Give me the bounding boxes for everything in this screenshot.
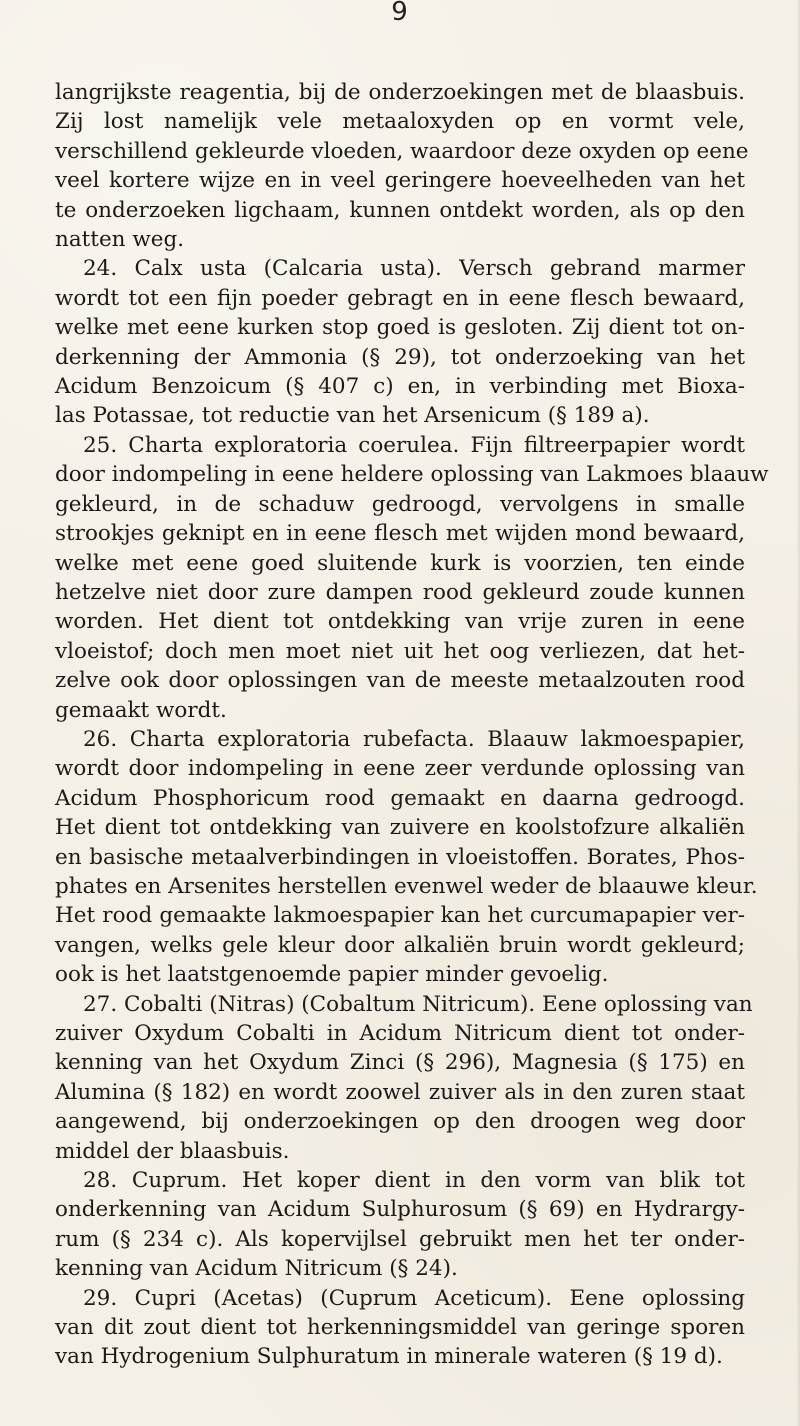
text-line: van dit zout dient tot herkenningsmiddel van geringe sporen: [55, 1315, 745, 1341]
text-line: 28. Cuprum. Het koper dient in den vorm van blik tot: [83, 1168, 745, 1194]
text-line: zelve ook door oplossingen van de meeste metaalzouten rood: [55, 668, 745, 694]
text-line: aangewend, bij onderzoekingen op den droogen weg door: [55, 1109, 745, 1135]
text-line: te onderzoeken ligchaam, kunnen ontdekt worden, als op den: [55, 197, 745, 223]
text-line: strookjes geknipt en in eene flesch met wijden mond bewaard,: [55, 521, 745, 547]
text-line: wordt door indompeling in eene zeer verdunde oplossing van: [55, 756, 745, 782]
text-line: 29. Cupri (Acetas) (Cuprum Aceticum). Eene oplossing: [83, 1285, 745, 1311]
text-line: Zij lost namelijk vele metaaloxyden op en vormt vele,: [55, 109, 745, 135]
text-line: 24. Calx usta (Calcaria usta). Versch gebrand marmer: [83, 256, 745, 282]
text-line: 26. Charta exploratoria rubefacta. Blaauw lakmoespapier,: [83, 726, 745, 752]
text-line: vloeistof; doch men moet niet uit het oog verliezen, dat het-: [55, 638, 745, 664]
text-line: welke met eene goed sluitende kurk is voorzien, ten einde: [55, 550, 745, 576]
text-line: zuiver Oxydum Cobalti in Acidum Nitricum dient tot onder-: [55, 1021, 745, 1046]
text-line: rum (§ 234 c). Als kopervijlsel gebruikt men het ter onder-: [55, 1226, 745, 1252]
text-line: worden. Het dient tot ontdekking van vrije zuren in eene: [55, 609, 745, 635]
text-line: Alumina (§ 182) en wordt zoowel zuiver als in den zuren staat: [55, 1079, 745, 1105]
text-line: Het dient tot ontdekking van zuivere en koolstofzure alkaliën: [55, 815, 745, 841]
text-line: las Potassae, tot reductie van het Arsenicum (§ 189 a).: [55, 403, 650, 429]
page-number: 9: [391, 0, 409, 27]
text-line: verschillend gekleurde vloeden, waardoor deze oxyden op eene: [55, 138, 749, 164]
text-line: gemaakt wordt.: [55, 697, 227, 723]
text-line: langrijkste reagentia, bij de onderzoekingen met de blaasbuis.: [55, 80, 745, 105]
text-line: veel kortere wijze en in veel geringere hoeveelheden van het: [55, 168, 745, 194]
text-line: Acidum Phosphoricum rood gemaakt en daarna gedroogd.: [55, 785, 745, 811]
text-line: derkenning der Ammonia (§ 29), tot onderzoeking van het: [55, 344, 745, 370]
text-line: wordt tot een fijn poeder gebragt en in eene flesch bewaard,: [55, 285, 745, 311]
page-edge-shadow: [796, 0, 800, 1426]
text-line: kenning van het Oxydum Zinci (§ 296), Magnesia (§ 175) en: [55, 1050, 745, 1076]
text-line: Het rood gemaakte lakmoespapier kan het curcumapapier ver-: [55, 903, 745, 929]
text-line: vangen, welks gele kleur door alkaliën bruin wordt gekleurd;: [55, 932, 745, 958]
text-line: natten weg.: [55, 227, 185, 253]
text-line: phates en Arsenites herstellen evenwel weder de blaauwe kleur.: [55, 873, 758, 899]
text-line: Acidum Benzoicum (§ 407 c) en, in verbinding met Bioxa-: [55, 374, 745, 400]
text-line: hetzelve niet door zure dampen rood gekleurd zoude kunnen: [55, 579, 745, 605]
text-line: gekleurd, in de schaduw gedroogd, vervolgens in smalle: [55, 491, 745, 517]
body-text: [55, 78, 769, 1372]
text-line: 27. Cobalti (Nitras) (Cobaltum Nitricum). Eene oplossing van: [83, 991, 753, 1017]
text-line: 25. Charta exploratoria coerulea. Fijn filtreerpapier wordt: [83, 432, 745, 458]
text-line: welke met eene kurken stop goed is gesloten. Zij dient tot on-: [55, 315, 745, 341]
text-line: en basische metaalverbindingen in vloeistoffen. Borates, Phos-: [55, 844, 745, 870]
text-line: onderkenning van Acidum Sulphurosum (§ 69) en Hydrargy-: [55, 1197, 745, 1223]
text-line: middel der blaasbuis.: [55, 1138, 290, 1164]
text-line: van Hydrogenium Sulphuratum in minerale wateren (§ 19 d).: [55, 1344, 723, 1370]
text-line: ook is het laatstgenoemde papier minder gevoelig.: [55, 962, 609, 988]
text-line: door indompeling in eene heldere oplossing van Lakmoes blaauw: [55, 462, 769, 488]
text-line: kenning van Acidum Nitricum (§ 24).: [55, 1256, 458, 1282]
